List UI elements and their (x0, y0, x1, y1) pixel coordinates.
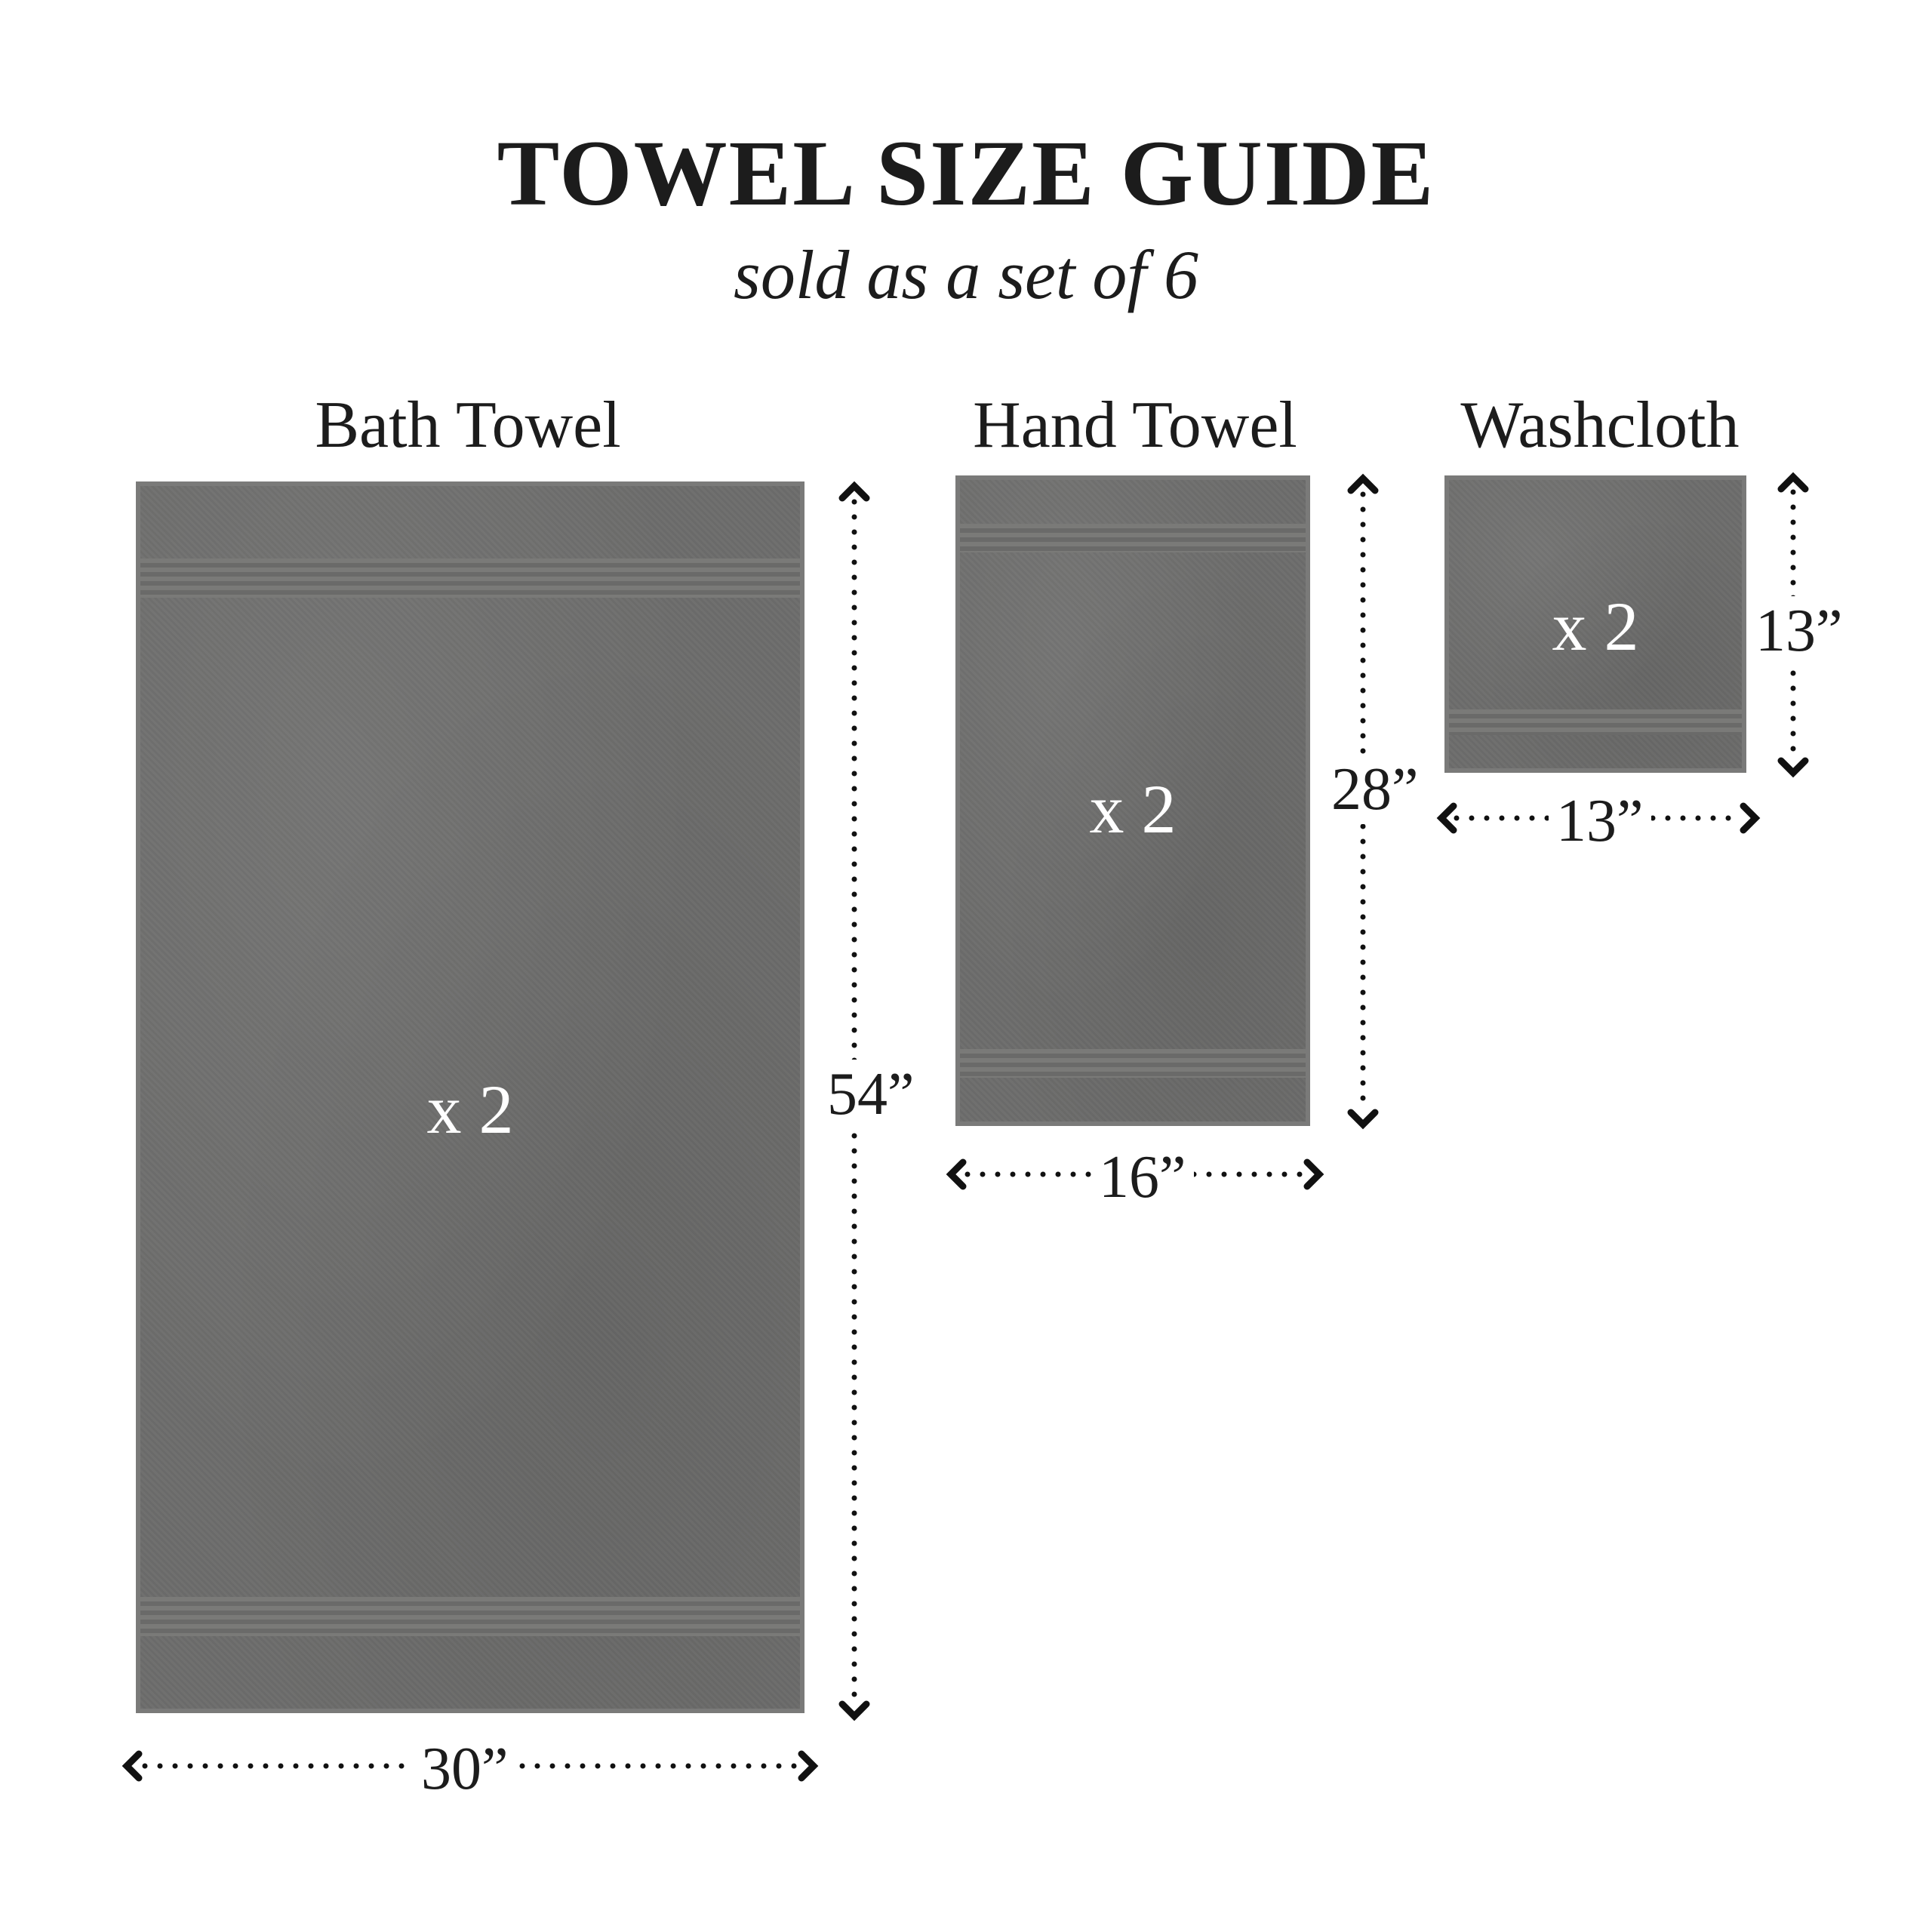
bath-towel-label: Bath Towel (315, 389, 621, 462)
hand-height-arrow-bottom-icon (1351, 1112, 1375, 1124)
washcloth-height-arrow-top-icon (1781, 477, 1805, 489)
washcloth-width-arrow-right-icon (1743, 806, 1755, 830)
hand-height-arrow-top-icon (1351, 478, 1375, 491)
washcloth-width-label: 13” (1549, 786, 1651, 856)
washcloth-count: x 2 (1552, 588, 1639, 665)
washcloth-height-arrow-bottom-icon (1781, 761, 1805, 773)
washcloth-label: Washcloth (1460, 389, 1740, 462)
hand-width-arrow-left-icon (951, 1162, 963, 1186)
page-title: TOWEL SIZE GUIDE (497, 122, 1435, 225)
washcloth-width-arrow-left-icon (1441, 806, 1454, 830)
bath-towel-count: x 2 (426, 1071, 514, 1148)
bath-width-label: 30” (414, 1734, 516, 1804)
page-subtitle: sold as a set of 6 (734, 236, 1198, 313)
bath-height-arrow-bottom-icon (842, 1704, 866, 1716)
washcloth-height-label: 13” (1748, 596, 1850, 666)
hand-height-label: 28” (1324, 755, 1426, 824)
bath-height-label: 54” (820, 1060, 922, 1129)
bath-height-arrow-top-icon (842, 486, 866, 498)
bath-width-arrow-left-icon (127, 1754, 139, 1778)
hand-width-label: 16” (1091, 1143, 1194, 1212)
hand-width-arrow-right-icon (1307, 1162, 1319, 1186)
hand-towel-count: x 2 (1089, 771, 1177, 848)
bath-width-arrow-right-icon (801, 1754, 814, 1778)
hand-towel-label: Hand Towel (973, 389, 1297, 462)
